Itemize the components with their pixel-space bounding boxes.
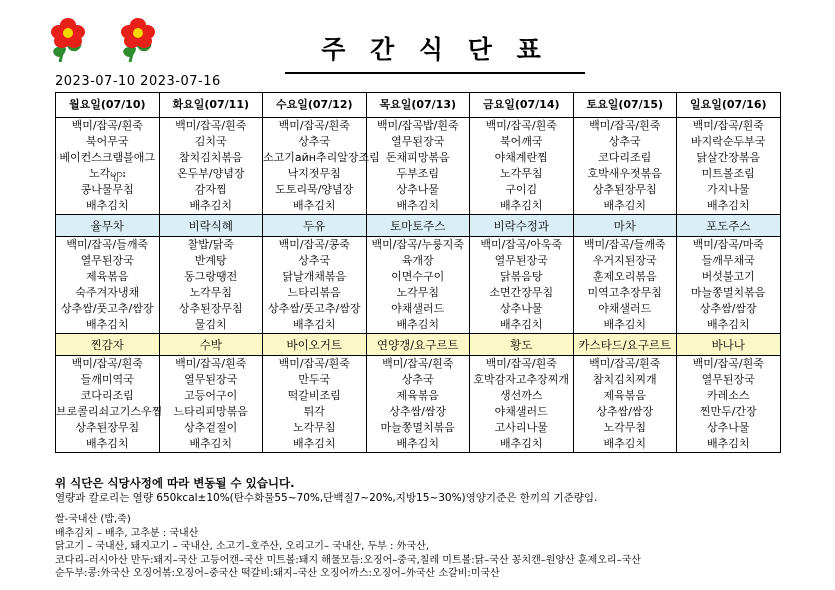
dinner-cell-mon: 백미/잡곡/들깨죽 열무된장국 제육볶음 숙주겨자냉채 상추쌈/풋고추/쌈장 배추김치 (56, 237, 160, 334)
origin-line-2: 배추김치 – 배추, 고추분 : 국내산 (55, 527, 199, 539)
column-header-fri: 금요일(07/14) (470, 93, 574, 118)
supper-cell-fri: 백미/잡곡/흰죽 호박감자고추장찌개 생선까스 야채샐러드 고사리나물 배추김치 (470, 356, 574, 453)
origin-info-block (55, 513, 815, 581)
snack1-cell-tue: 비락식혜 (159, 215, 263, 237)
supper-row (56, 356, 781, 453)
supper-cell-tue: 백미/잡곡/흰죽 열무된장국 고등어구이 느타리피망볶음 상추겉절이 배추김치 (159, 356, 263, 453)
column-header-wed: 수요일(07/12) (263, 93, 367, 118)
lunch-cell-sun: 백미/잡곡/흰죽 바지락순두부국 닭살간장볶음 미트볼조림 가지나물 배추김치 (677, 118, 781, 215)
origin-line-1: 쌀-국내산 (밥,죽) (55, 514, 131, 525)
origin-line-5: 순두부:콩:外국산 오징어볶:오징어–중국산 떡갈비:돼지–국산 오징어까스:오징어–外국산 소갈비:미국산 (55, 568, 500, 579)
dinner-cell-fri: 백미/잡곡/아욱죽 열무된장국 닭볶음탕 소면간장무침 상추나물 배추김치 (470, 237, 574, 334)
snack1-cell-wed: 두유 (263, 215, 367, 237)
column-header-thu: 목요일(07/13) (366, 93, 470, 118)
supper-cell-sat: 백미/잡곡/흰죽 참치김치찌개 제육볶음 상추쌈/쌈장 노각무침 배추김치 (573, 356, 677, 453)
lunch-cell-tue: 백미/잡곡/흰죽 김치국 참치김치볶음 온두부/양념장 감자찜 배추김치 (159, 118, 263, 215)
notes-block (55, 476, 780, 506)
dinner-cell-sun: 백미/잡곡/마죽 들깨무채국 버섯불고기 마늘쫑멸치볶음 상추쌈/쌈장 배추김치 (677, 237, 781, 334)
column-header-tue: 화요일(07/11) (159, 93, 263, 118)
lunch-cell-sat: 백미/잡곡/흰죽 상추국 코다리조림 호박새우젓볶음 상추된장무침 배추김치 (573, 118, 677, 215)
supper-cell-mon: 백미/잡곡/흰죽 들깨미역국 코다리조림 브로콜리쇠고기스우찜 상추된장무침 배추김치 (56, 356, 160, 453)
snack2-cell-sat: 카스타드/요구르트 (573, 334, 677, 356)
snack2-cell-sun: 바나나 (677, 334, 781, 356)
page-title: 주 간 식 단 표 (285, 30, 585, 74)
origin-line-4: 코다리–러시아산 만두:돼지–국산 고등어캔–국산 미트볼:돼지 해물모듬:오징어–중국,칠레 미트볼:닭–국산 꽁치캔–원양산 훈제오리–국산 (55, 554, 641, 566)
weekly-menu-table (55, 92, 781, 453)
snack-row-1 (56, 215, 781, 237)
snack1-cell-sun: 포도주스 (677, 215, 781, 237)
snack1-cell-sat: 마차 (573, 215, 677, 237)
column-header-mon: 월요일(07/10) (56, 93, 160, 118)
snack2-cell-thu: 연양갱/요구르트 (366, 334, 470, 356)
document-header (0, 0, 835, 92)
origin-line-3: 닭고기 – 국내산, 돼지고기 – 국내산, 소고기–호주산, 오리고기– 국내산, 두부 : 外국산, (55, 541, 430, 552)
snack2-cell-wed: 바이오거트 (263, 334, 367, 356)
snack2-cell-mon: 찐감자 (56, 334, 160, 356)
supper-cell-sun: 백미/잡곡/흰죽 열무된장국 카레소스 찐만두/간장 상추나물 배추김치 (677, 356, 781, 453)
dinner-cell-wed: 백미/잡곡/콩죽 상추국 닭날개채볶음 느타리볶음 상추쌈/풋고추/쌈장 배추김치 (263, 237, 367, 334)
lunch-row (56, 118, 781, 215)
snack2-cell-fri: 황도 (470, 334, 574, 356)
supper-cell-wed: 백미/잡곡/흰죽 만두국 떡갈비조림 튀각 노각무침 배추김치 (263, 356, 367, 453)
dinner-cell-thu: 백미/잡곡/누룽지죽 육개장 이면수구이 노각무침 야채샐러드 배추김치 (366, 237, 470, 334)
snack-row-2 (56, 334, 781, 356)
lunch-cell-fri: 백미/잡곡/흰죽 북어깨국 야채계란찜 노각무침 구이김 배추김치 (470, 118, 574, 215)
supper-cell-thu: 백미/잡곡/흰죽 상추국 제육볶음 상추쌈/쌈장 마늘쫑멸치볶음 배추김치 (366, 356, 470, 453)
lunch-cell-thu: 백미/잡곡밥/흰죽 열무된장국 돈채피망볶음 두부조림 상추나물 배추김치 (366, 118, 470, 215)
table-header-row (56, 93, 781, 118)
date-range: 2023-07-10 2023-07-16 (55, 74, 221, 89)
notes-line-2: 열량과 칼로리는 열량 650kcal±10%(탄수화물55~70%,단백질7~20%,지방15~30%)영양기준은 한끼의 기준량임. (55, 492, 598, 504)
flower-icon (42, 18, 202, 72)
column-header-sat: 토요일(07/15) (573, 93, 677, 118)
snack1-cell-mon: 율무차 (56, 215, 160, 237)
dinner-row (56, 237, 781, 334)
snack1-cell-thu: 토마토주스 (366, 215, 470, 237)
dinner-cell-sat: 백미/잡곡/들깨죽 우거지된장국 훈제오리볶음 미역고추장무침 야채샐러드 배추김치 (573, 237, 677, 334)
dinner-cell-tue: 찰밥/닭죽 반계탕 동그랑땡전 노각무침 상추된장무침 물김치 (159, 237, 263, 334)
lunch-cell-wed: 백미/잡곡/흰죽 상추국 소고기айн추리알장조림 낙지젓무침 도토리묵/양념장 배추김치 (263, 118, 367, 215)
column-header-sun: 일요일(07/16) (677, 93, 781, 118)
notes-line-1: 위 식단은 식당사정에 따라 변동될 수 있습니다. (55, 476, 295, 490)
snack2-cell-tue: 수박 (159, 334, 263, 356)
lunch-cell-mon: 백미/잡곡/흰죽 북어무국 베이컨스크램블애그 노각များ 콩나물무침 배추김치 (56, 118, 160, 215)
snack1-cell-fri: 비락수정과 (470, 215, 574, 237)
